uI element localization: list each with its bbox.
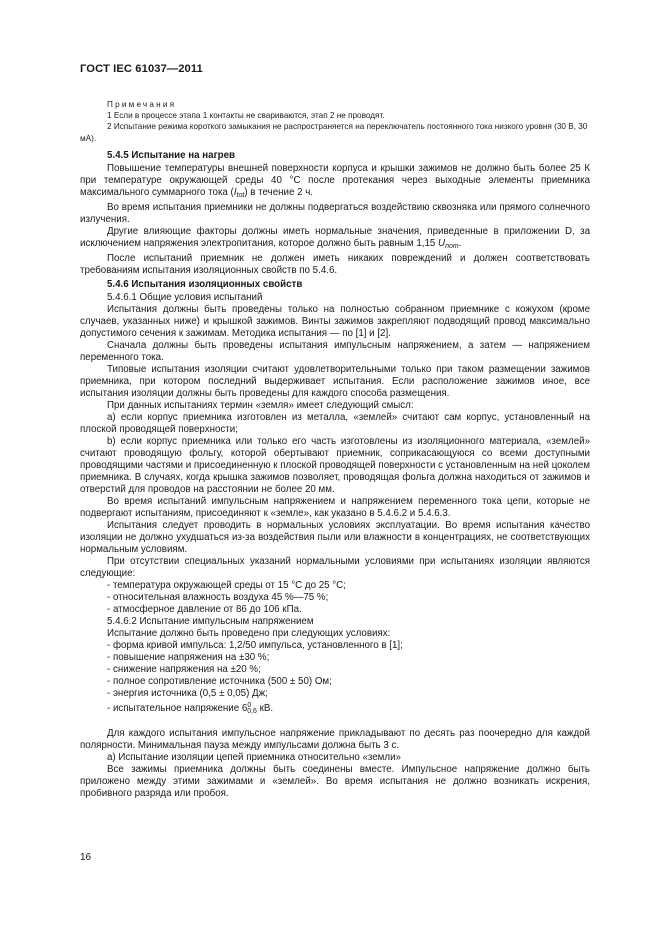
- list-item: - снижение напряжения на ±20 %;: [107, 664, 261, 675]
- subscript: 0,6: [247, 708, 257, 715]
- paragraph: Испытание должно быть проведено при следующих условиях:: [107, 628, 391, 639]
- subscript: nom: [445, 243, 459, 250]
- subscript: tot: [236, 192, 245, 199]
- section-heading-5-4-6: 5.4.6 Испытания изоляционных свойств: [107, 279, 303, 290]
- document-header: ГОСТ IEC 61037—2011: [80, 63, 203, 75]
- paragraph: При данных испытаниях термин «земля» имеет следующий смысл:: [107, 400, 414, 411]
- subsection-heading: 5.4.6.2 Испытание импульсным напряжением: [107, 616, 314, 627]
- main-text: [80, 148, 590, 800]
- paragraph: Для каждого испытания импульсное напряжение прикладывают по десять раз поочередно для каждой полярности. Минимальная пауза между импульсами должна быть 3 с.: [80, 728, 590, 751]
- subsection-heading: 5.4.6.1 Общие условия испытаний: [107, 292, 263, 303]
- text-run: Другие влияющие факторы должны иметь нормальные значения, приведенные в приложении D, за исключением напряжения электропитания, которое должно быть равным 1,15: [80, 226, 590, 249]
- list-item: b) если корпус приемника или только его часть изготовлены из изоляционного материала, «землей» считают проводящую фольгу, которой обертывают приемник, соприкасающуюся со всеми доступными проводящими частями и присоединенную к плоской проводящей поверхности с установленным на ней цоколем приемника. В случаях, когда крышка зажимов позволяет, проводящая фольга должна находиться от зажимов и отверстий для проводов на расстоянии не более 20 мм.: [80, 436, 590, 495]
- list-item: - атмосферное давление от 86 до 106 кПа.: [107, 604, 302, 615]
- paragraph: При отсутствии специальных указаний нормальными условиями при испытаниях изоляции являются следующие:: [80, 556, 590, 579]
- note-item: 2 Испытание режима короткого замыкания не распространяется на переключатель постоянного тока низкого уровня (30 В, 30 мА).: [80, 122, 588, 143]
- paragraph: Сначала должны быть проведены испытания импульсным напряжением, а затем — напряжением переменного тока.: [80, 340, 590, 363]
- section-heading-5-4-5: 5.4.5 Испытание на нагрев: [107, 150, 236, 161]
- list-item: [80, 700, 590, 718]
- superscript: 0: [247, 702, 252, 709]
- paragraph: Во время испытаний импульсным напряжением и напряжением переменного тока цепи, которые не подвергают испытаниям, присоединяют к «земле», как указано в 5.4.6.2 и 5.4.6.3.: [80, 496, 590, 519]
- paragraph: Все зажимы приемника должны быть соединены вместе. Импульсное напряжение должно быть приложено между этими зажимами и «землей». Во время испытания не должно возникать искрения, пробивного разряда или пробоя.: [80, 764, 590, 799]
- paragraph: Типовые испытания изоляции считают удовлетворительными только при таком размещении зажимов приемника, при котором последний выдерживает испытания. Если расположение зажимов иное, все испытания изоляции должны быть проведены для каждого способа размещения.: [80, 364, 590, 399]
- text-run: ) в течение 2 ч.: [244, 187, 314, 198]
- list-item: - форма кривой импульса: 1,2/50 импульса, установленного в [1];: [107, 640, 403, 651]
- paragraph: Испытания следует проводить в нормальных условиях эксплуатации. Во время испытания качество изоляции не должно ухудшаться из-за воздействия пыли или влажности в концентрациях, не соответствующих нормальным условиям.: [80, 520, 590, 555]
- paragraph: [80, 163, 590, 202]
- list-item: a) Испытание изоляции цепей приемника относительно «земли»: [107, 752, 401, 763]
- paragraph: Испытания должны быть проведены только на полностью собранном приемнике с кожухом (кроме случаев, указанных ниже) и крышкой зажимов. Винты зажимов закрепляют подводящий провод максимально допустимого сечения к зажимам. Методика испытания — по [1] и [2].: [80, 304, 590, 339]
- text-run: кВ.: [256, 703, 274, 714]
- text-run: .: [458, 238, 462, 249]
- note-item: 1 Если в процессе этапа 1 контакты не свариваются, этап 2 не проводят.: [107, 111, 385, 121]
- text-run: - испытательное напряжение 6: [107, 703, 248, 714]
- paragraph: После испытаний приемник не должен иметь никаких повреждений и должен соответствовать требованиям испытания изоляционных свойств по 5.4.6.: [80, 253, 590, 276]
- list-item: - полное сопротивление источника (500 ± 50) Ом;: [107, 676, 332, 687]
- list-item: - температура окружающей среды от 15 °С до 25 °С;: [107, 580, 346, 591]
- notes-block: [80, 99, 590, 144]
- page-number: 16: [80, 852, 92, 863]
- list-item: - повышение напряжения на ±30 %;: [107, 652, 270, 663]
- symbol: U: [438, 238, 446, 249]
- symbol: I: [233, 187, 237, 198]
- list-item: a) если корпус приемника изготовлен из металла, «землей» считают сам корпус, установленный на плоской проводящей поверхности;: [80, 412, 590, 435]
- paragraph: [80, 226, 590, 253]
- list-item: - энергия источника (0,5 ± 0,05) Дж;: [107, 688, 268, 699]
- list-item: - относительная влажность воздуха 45 %—75 %;: [107, 592, 329, 603]
- text-run: Повышение температуры внешней поверхности корпуса и крышки зажимов не должно быть более 25 К при температуре окружающей среды 40 °С после протекания через выходные элементы приемника максимального суммарного тока (: [80, 163, 590, 198]
- notes-title: Примечания: [107, 100, 177, 109]
- paragraph: Во время испытания приемники не должны подвергаться воздействию сквозняка или прямого солнечного излучения.: [80, 202, 590, 225]
